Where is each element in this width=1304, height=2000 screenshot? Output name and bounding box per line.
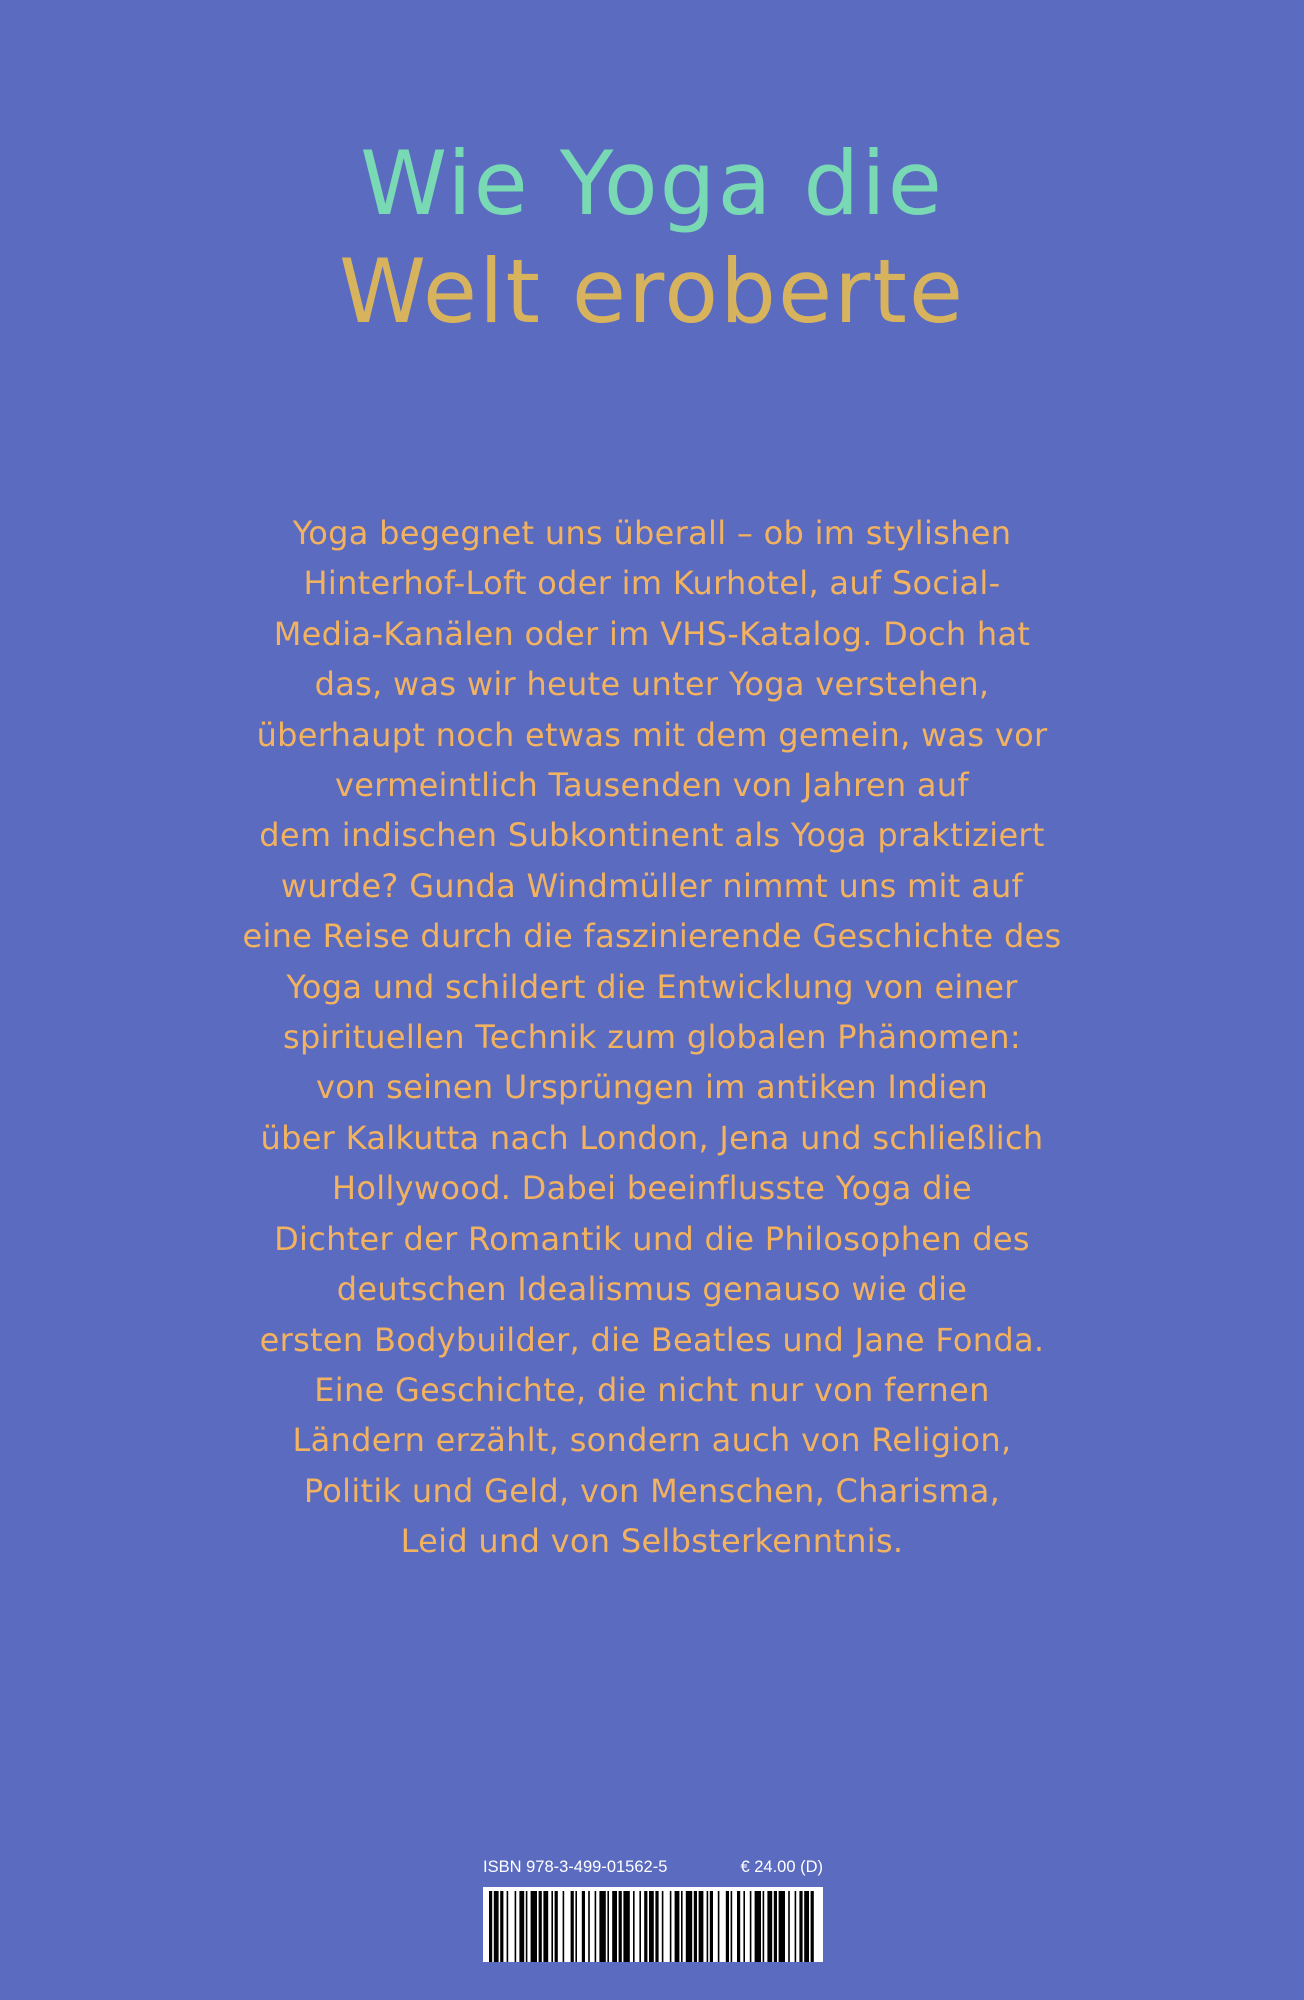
barcode-bar [571,1891,574,1962]
barcode-bar [694,1891,697,1962]
price-label: € 24.00 (D) [740,1858,823,1876]
barcode-bar [707,1891,709,1962]
barcode-bar [607,1891,609,1962]
barcode-bar [595,1891,597,1962]
barcode-bar [710,1891,713,1962]
barcode-graphic [483,1887,823,1962]
barcode-bar [612,1891,617,1962]
barcode-bar [551,1891,553,1962]
barcode-bar [799,1891,802,1962]
blurb-line: Ländern erzählt, sondern auch von Religion, [292,1421,1012,1460]
blurb-line: deutschen Idealismus genauso wie die [336,1270,968,1309]
barcode-bar [519,1891,524,1962]
book-title [0,130,1304,346]
isbn-price-line [483,1856,823,1878]
barcode-bar [755,1891,761,1962]
blurb-line: das, was wir heute unter Yoga verstehen, [314,665,990,704]
barcode-bar [515,1891,517,1962]
blurb-line: vermeintlich Tausenden von Jahren auf [334,766,969,805]
barcode-bar [675,1891,680,1962]
barcode-bar [563,1891,565,1962]
barcode-bar [526,1891,528,1962]
barcode [483,1887,823,1962]
barcode-bar [763,1891,765,1962]
barcode-bar [795,1891,797,1962]
barcode-bar [743,1891,745,1962]
barcode-bar [737,1891,740,1962]
barcode-bar [718,1891,720,1962]
blurb-line: Yoga begegnet uns überall – ob im stylishen [292,514,1012,552]
barcode-bar [507,1891,509,1962]
barcode-bar [699,1891,704,1962]
isbn-block [483,1856,823,1962]
barcode-bar [531,1891,537,1962]
blurb-text [200,508,1104,1567]
blurb-line: Hinterhof-Loft oder im Kurhotel, auf Social- [303,564,1001,603]
barcode-bar [555,1891,558,1962]
blurb-line: ersten Bodybuilder, die Beatles und Jane Fonda. [259,1320,1045,1359]
barcode-bar [619,1891,622,1962]
barcode-bar [774,1891,777,1962]
barcode-bar [543,1891,548,1962]
blurb-line: Politik und Geld, von Menschen, Charisma, [303,1471,1001,1510]
book-title-line-2: Welt eroberte [339,240,965,343]
barcode-bar [599,1891,605,1962]
barcode-bar [649,1891,654,1962]
blurb-line: Media-Kanälen oder im VHS-Katalog. Doch hat [273,614,1031,653]
barcode-bar [575,1891,577,1962]
blurb-line: Yoga und schildert die Entwicklung von einer [286,967,1018,1006]
blurb-line: Eine Geschichte, die nicht nur von fernen [314,1370,990,1409]
barcode-bar [644,1891,647,1962]
blurb-line: wurde? Gunda Windmüller nimmt uns mit auf [280,866,1024,905]
barcode-bar [639,1891,641,1962]
book-title-line-1: Wie Yoga die [360,132,944,235]
blurb-line: von seinen Ursprüngen im antiken Indien [315,1068,989,1107]
barcode-bar [686,1891,692,1962]
barcode-bar [750,1891,752,1962]
barcode-bar [588,1891,590,1962]
blurb-line: Hollywood. Dabei beeinflusste Yoga die [332,1169,972,1208]
barcode-bar [500,1891,503,1962]
isbn-number: ISBN 978-3-499-01562-5 [483,1858,668,1876]
barcode-bar [681,1891,683,1962]
blurb-line: Dichter der Romantik und die Philosophen des [274,1219,1030,1258]
barcode-bar [489,1891,492,1962]
barcode-bar [582,1891,585,1962]
blurb-line: eine Reise durch die faszinierende Geschichte des [242,917,1062,956]
barcode-bar [655,1891,658,1962]
barcode-bar [494,1891,499,1962]
barcode-bar [539,1891,542,1962]
barcode-bar [662,1891,664,1962]
blurb-line: spirituellen Technik zum globalen Phänomen: [283,1018,1021,1057]
barcode-bar [731,1891,733,1962]
blurb-line: überhaupt noch etwas mit dem gemein, was vor [256,715,1048,754]
blurb-line: dem indischen Subkontinent als Yoga praktiziert [259,816,1045,855]
barcode-bar [779,1891,785,1962]
barcode-bar [767,1891,772,1962]
barcode-bar [788,1891,790,1962]
barcode-bar [726,1891,729,1962]
barcode-bar [633,1891,635,1962]
blurb-line: über Kalkutta nach London, Jena und schließlich [260,1118,1044,1157]
barcode-bar [811,1891,814,1962]
barcode-bar [804,1891,809,1962]
barcode-bar [623,1891,629,1962]
blurb-line: Leid und von Selbsterkenntnis. [400,1522,904,1561]
barcode-bar [670,1891,672,1962]
